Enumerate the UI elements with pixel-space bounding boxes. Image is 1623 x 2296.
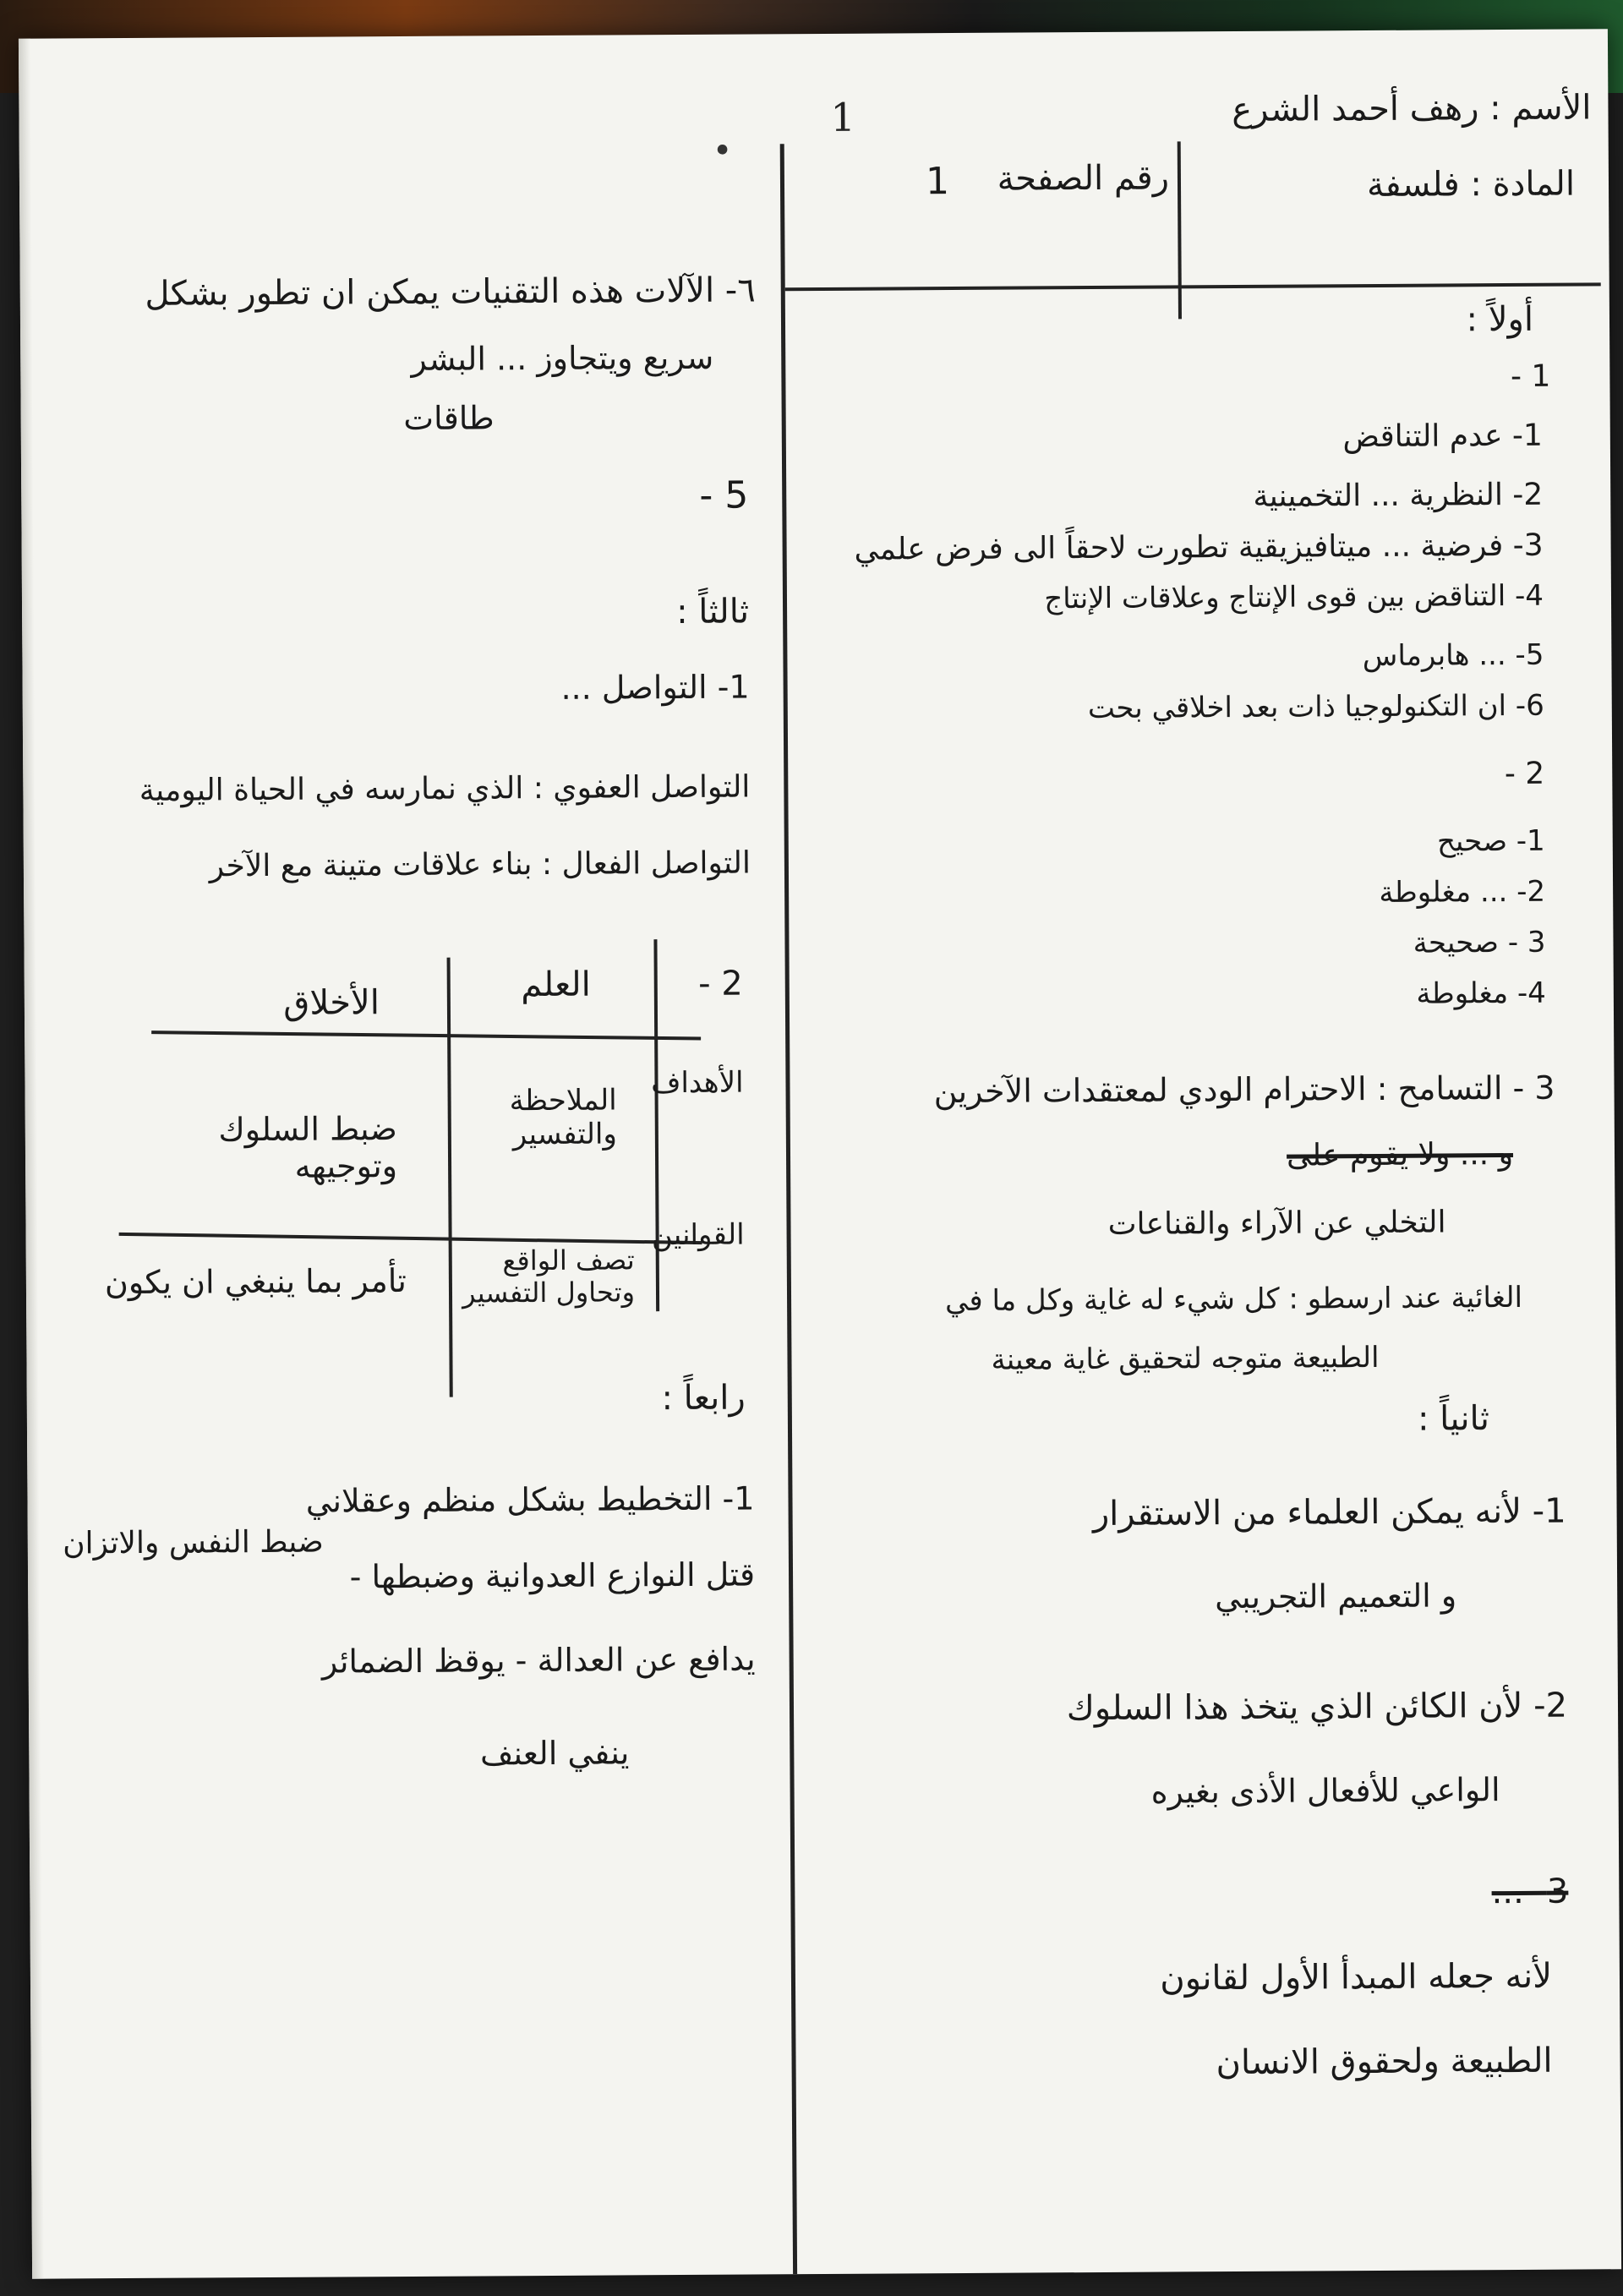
table-row-rule — [119, 1233, 702, 1244]
a5: 5 - — [699, 473, 749, 517]
page-number-mark: 1 — [830, 94, 855, 140]
table-row2-label: القوانين — [651, 1217, 745, 1253]
s2-answer-2-line-1: 2- لأن الكائن الذي يتخذ هذا السلوك — [1066, 1686, 1568, 1729]
dot-mark: • — [712, 131, 733, 171]
q1-item-5: 5- ... هابرماس — [1362, 637, 1544, 674]
table-row1-science: الملاحظة والتفسير — [509, 1083, 617, 1152]
s2-answer-2-line-2: الواعي للأفعال الأذى بغيره — [1150, 1771, 1500, 1811]
t1-line-2: التواصل الفعال : بناء علاقات متينة مع الآخر — [209, 845, 751, 884]
q1-item-2: 2- النظرية ... التخمينية — [1253, 477, 1544, 514]
q1-item-1: 1- عدم التناقض — [1342, 418, 1543, 455]
q2-number: 2 - — [1504, 756, 1545, 792]
t1-title: 1- التواصل ... — [560, 668, 750, 707]
table-column-divider — [447, 958, 453, 1397]
q3-line-2: و ... ولا يقوم على — [1286, 1136, 1514, 1173]
a6-line-1: ٦- الآلات هذه التقنيات يمكن ان تطور بشكل — [145, 271, 756, 314]
subject: المادة : فلسفة — [1366, 164, 1576, 205]
r1-line-2: قتل النوازع العدوانية وضبطها - — [349, 1555, 756, 1596]
section3-title: ثالثاً : — [675, 592, 750, 632]
r1-line-1: 1- التخطيط بشكل منظم وعقلاني — [305, 1479, 755, 1520]
q1-number: 1 - — [1510, 358, 1551, 394]
s2-answer-3-line-1: لأنه جعله المبدأ الأول لقانون — [1160, 1956, 1553, 1998]
a6-line-3: طاقات — [403, 399, 495, 437]
r1-side-note: ضبط النفس والاتزان — [63, 1524, 324, 1561]
section1-title: أولاً : — [1466, 299, 1534, 340]
answer-sheet — [19, 29, 1621, 2278]
q2-item-2: 2- ... مغلوطة — [1379, 874, 1546, 910]
r1-line-3: يدافع عن العدالة - يوقظ الضمائر — [321, 1640, 756, 1681]
t1-line-1: التواصل العفوي : الذي نمارسه في الحياة اليومية — [139, 769, 751, 808]
q1-item-4: 4- التناقض بين قوى الإنتاج وعلاقات الإنتاج — [1044, 578, 1544, 616]
table-row1-ethics: ضبط السلوك وتوجيهه — [218, 1110, 398, 1185]
s2-answer-3-crossed: 3- ... — [1491, 1872, 1569, 1912]
q3-line-5: الطبيعة متوجه لتحقيق غاية معينة — [991, 1340, 1380, 1377]
column-divider — [780, 144, 797, 2274]
table-number: 2 - — [698, 964, 743, 1003]
q2-item-4: 4- مغلوطة — [1416, 976, 1546, 1011]
q3-line-1: 3 - التسامح : الاحترام الودي لمعتقدات الآخرين — [933, 1069, 1555, 1111]
paper-edge — [19, 39, 44, 2279]
q1-item-3: 3- فرضية ... ميتافيزيقية تطورت لاحقاً الى فرض علمي — [854, 528, 1544, 567]
table-header-rule — [151, 1030, 701, 1040]
a6-line-2: سريع ويتجاوز ... البشر — [411, 338, 714, 378]
table-row2-science: تصف الواقع وتحاول التفسير — [462, 1244, 636, 1309]
table-col-science: العلم — [521, 965, 591, 1005]
q3-line-3: التخلي عن الآراء والقناعات — [1107, 1205, 1446, 1242]
table-col-ethics: الأخلاق — [283, 983, 380, 1023]
page-label: رقم الصفحة — [997, 158, 1170, 199]
table-row1-label: الأهداف — [651, 1065, 744, 1101]
table-label-divider — [653, 939, 659, 1311]
student-name: الأسم : رهف أحمد الشرع — [1232, 88, 1592, 129]
q2-item-3: 3 - صحيحة — [1413, 925, 1546, 960]
section4-title: رابعاً : — [661, 1378, 746, 1419]
s2-answer-1-line-1: 1- لأنه يمكن العلماء من الاستقرار — [1092, 1491, 1566, 1534]
page-value: 1 — [925, 160, 950, 204]
s2-answer-3-line-2: الطبيعة ولحقوق الانسان — [1216, 2041, 1553, 2083]
q2-item-1: 1- صحيح — [1436, 823, 1545, 859]
table-row2-ethics: تأمر بما ينبغي ان يكون — [104, 1261, 407, 1302]
section2-title: ثانياً : — [1417, 1399, 1490, 1439]
s2-answer-1-line-2: و التعميم التجريبي — [1215, 1577, 1457, 1616]
q1-item-6: 6- ان التكنولوجيا ذات بعد اخلاقي بحت — [1087, 688, 1544, 726]
header-vertical-divider — [1178, 141, 1182, 319]
r1-line-4: ينفي العنف — [479, 1734, 630, 1773]
q3-line-4: الغائية عند ارسطو : كل شيء له غاية وكل ما في — [944, 1280, 1523, 1319]
header-divider — [785, 282, 1601, 291]
